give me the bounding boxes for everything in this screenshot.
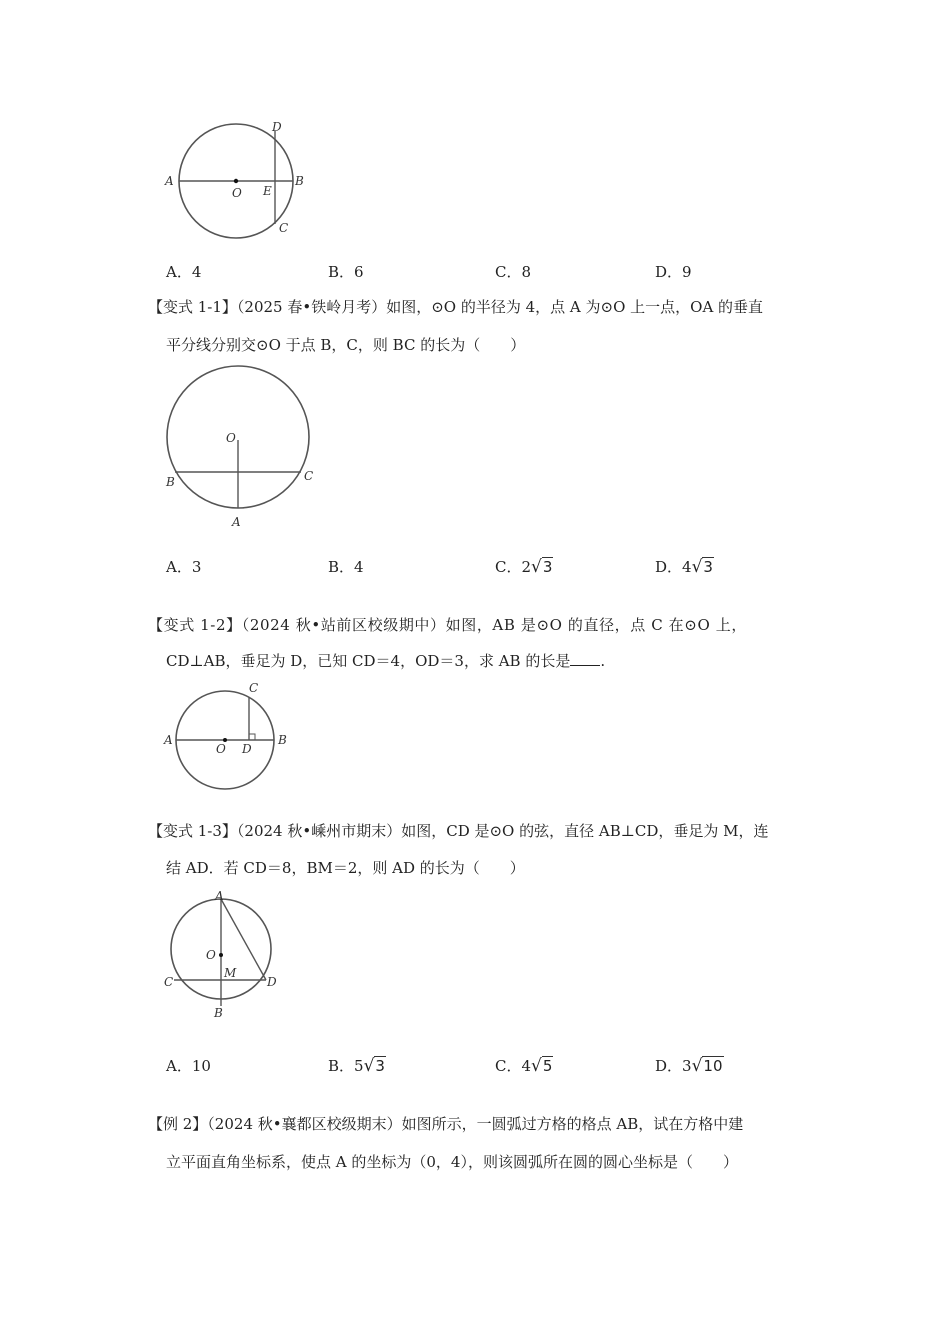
q3-text-line2: 结 AD．若 CD＝8，BM＝2，则 AD 的长为（ ） bbox=[166, 859, 525, 877]
sqrt-sign: √ bbox=[691, 557, 703, 577]
label-m: M bbox=[224, 966, 237, 980]
sqrt-sign: √ bbox=[531, 557, 542, 577]
q0-option-a: A．4 bbox=[166, 263, 202, 281]
label-c: C bbox=[164, 975, 174, 989]
q1-text-line2: 平分线分别交⊙O 于点 B，C，则 BC 的长为（ ） bbox=[166, 336, 526, 354]
q3-option-b: B．5√3 bbox=[328, 1056, 385, 1076]
sqrt-sign: √ bbox=[531, 1056, 542, 1076]
q1-text-line1: 【变式 1-1】（2025 春•铁岭月考）如图，⊙O 的半径为 4，点 A 为⊙O 上一点，OA 的垂直 bbox=[148, 298, 764, 316]
label-o: O bbox=[226, 431, 236, 445]
q1-option-c: C．2√3 bbox=[495, 557, 553, 577]
center-point bbox=[234, 179, 238, 183]
sqrt-sign: √ bbox=[691, 1056, 703, 1076]
sqrt-sign: √ bbox=[363, 1056, 375, 1076]
q3-text-line1: 【变式 1-3】（2024 秋•嵊州市期末）如图，CD 是⊙O 的弦，直径 AB⊥CD，垂足为 M，连 bbox=[148, 822, 769, 840]
label-b: B bbox=[214, 1006, 223, 1020]
label-d: D bbox=[242, 742, 252, 756]
q3-option-d: D．3√10 bbox=[655, 1056, 723, 1076]
radicand: 10 bbox=[703, 1057, 723, 1075]
figure-1-circle-chord bbox=[160, 118, 320, 248]
label-d: D bbox=[272, 120, 282, 134]
label-a: A bbox=[215, 889, 224, 903]
figure-2-circle-bisector bbox=[158, 364, 323, 534]
label-b: B bbox=[295, 174, 304, 188]
answer-blank bbox=[570, 651, 600, 666]
center-point bbox=[219, 953, 223, 957]
q1-option-b: B．4 bbox=[328, 558, 364, 576]
figure-4-circle-chord-ad bbox=[158, 888, 288, 1024]
label-o: O bbox=[216, 742, 226, 756]
q4-text-line1: 【例 2】（2024 秋•襄都区校级期末）如图所示，一圆弧过方格的格点 AB，试在方格中建 bbox=[148, 1115, 744, 1133]
q1-option-d: D．4√3 bbox=[655, 557, 713, 577]
label-a: A bbox=[164, 733, 173, 747]
radicand: 3 bbox=[542, 558, 553, 576]
radicand: 5 bbox=[542, 1057, 553, 1075]
q0-option-b: B．6 bbox=[328, 263, 364, 281]
q1-option-a: A．3 bbox=[166, 558, 202, 576]
label-c: C bbox=[279, 221, 289, 235]
label-o: O bbox=[206, 948, 216, 962]
right-angle-mark bbox=[249, 734, 255, 740]
label-o: O bbox=[232, 186, 242, 200]
radicand: 3 bbox=[703, 558, 713, 576]
q0-option-d: D．9 bbox=[655, 263, 692, 281]
label-c: C bbox=[249, 681, 259, 695]
q3-option-c: C．4√5 bbox=[495, 1056, 553, 1076]
q4-text-line2: 立平面直角坐标系，使点 A 的坐标为（0，4），则该圆弧所在圆的圆心坐标是（ ） bbox=[166, 1153, 738, 1171]
figure-3-circle-perpendicular bbox=[160, 680, 300, 792]
label-a: A bbox=[232, 515, 241, 529]
label-d: D bbox=[267, 975, 277, 989]
label-a: A bbox=[165, 174, 174, 188]
label-e: E bbox=[263, 184, 272, 198]
q0-option-c: C．8 bbox=[495, 263, 532, 281]
q2-text-line1: 【变式 1-2】（2024 秋•站前区校级期中）如图，AB 是⊙O 的直径，点 C 在⊙O 上， bbox=[148, 616, 747, 634]
radicand: 3 bbox=[375, 1057, 385, 1075]
label-b: B bbox=[166, 475, 175, 489]
q3-option-a: A．10 bbox=[166, 1057, 211, 1075]
label-c: C bbox=[304, 469, 314, 483]
label-b: B bbox=[278, 733, 287, 747]
q2-text-line2: CD⊥AB，垂足为 D，已知 CD＝4，OD＝3，求 AB 的长是 . bbox=[166, 652, 606, 670]
